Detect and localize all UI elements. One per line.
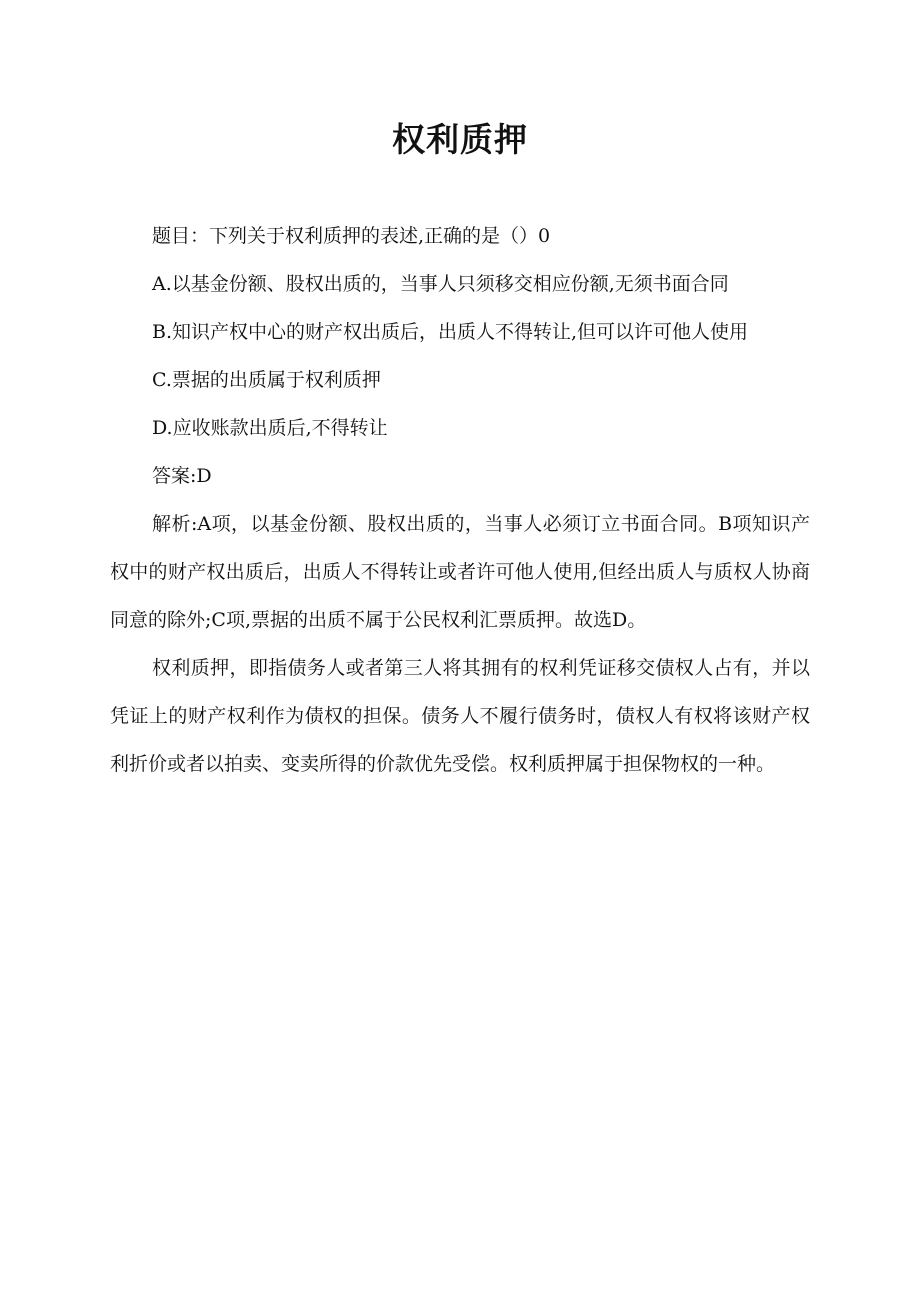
- analysis-paragraph: 解析:A项，以基金份额、股权出质的，当事人必须订立书面合同。B项知识产权中的财产权出质后，出质人不得转让或者许可他人使用,但经出质人与质权人协商同意的除外;C项,票据的出质不属于公民权利汇票质押。故选D。: [110, 513, 810, 631]
- option-c: C.票据的出质属于权利质押: [152, 369, 381, 391]
- document-title: 权利质押: [392, 120, 528, 159]
- answer-text: 答案:D: [152, 465, 212, 487]
- option-d: D.应收账款出质后,不得转让: [152, 417, 388, 439]
- question-text: 题目：下列关于权利质押的表述,正确的是（）0: [152, 225, 551, 247]
- document-body: [110, 212, 810, 788]
- option-b: B.知识产权中心的财产权出质后，出质人不得转让,但可以许可他人使用: [152, 321, 749, 343]
- explanation-paragraph: 权利质押，即指债务人或者第三人将其拥有的权利凭证移交债权人占有，并以凭证上的财产权利作为债权的担保。债务人不履行债务时，债权人有权将该财产权利折价或者以拍卖、变卖所得的价款优先受偿。权利质押属于担保物权的一种。: [110, 657, 810, 775]
- option-a: A.以基金份额、股权出质的，当事人只须移交相应份额,无须书面合同: [152, 273, 729, 295]
